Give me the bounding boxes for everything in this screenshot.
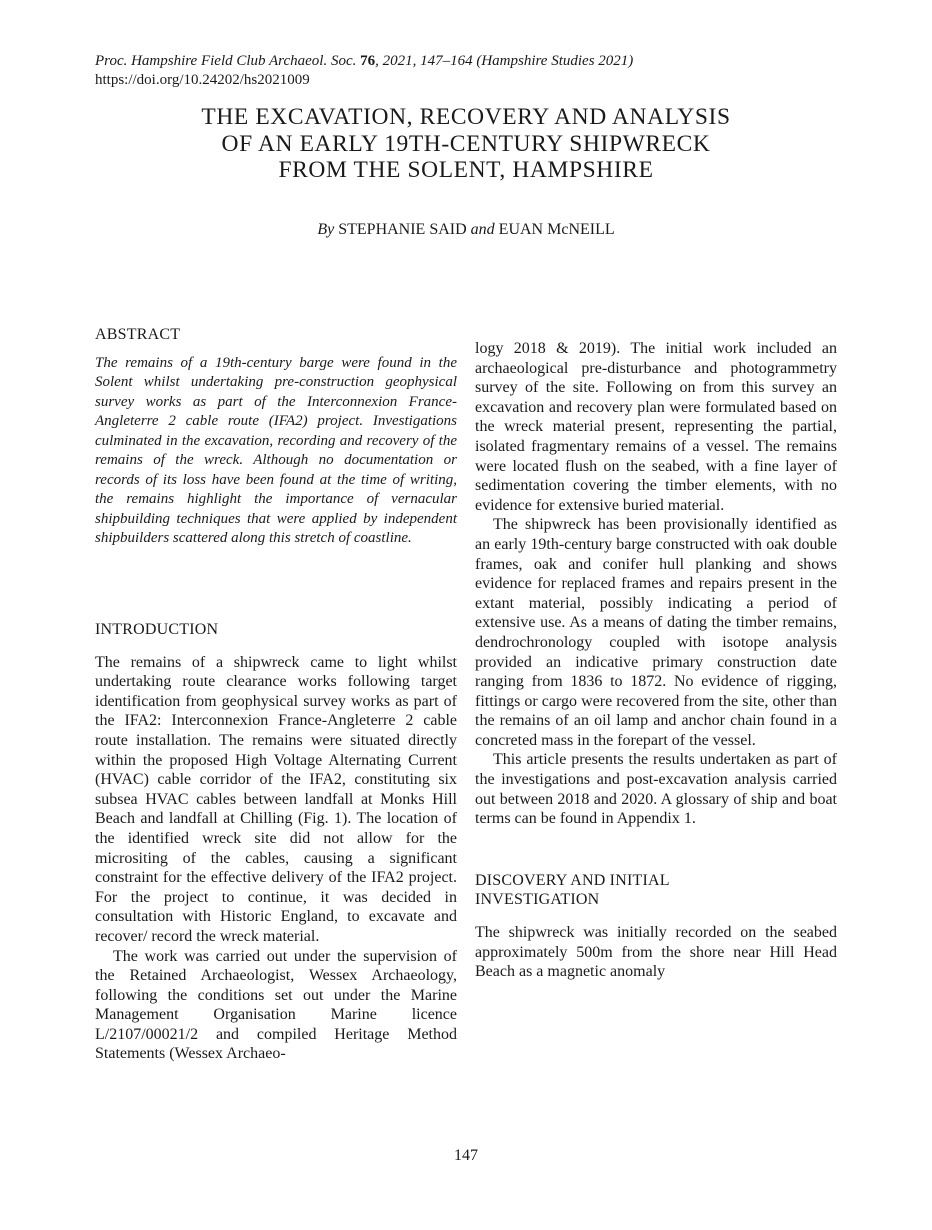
heading-line: DISCOVERY AND INITIAL bbox=[475, 871, 670, 889]
abstract-text: The remains of a 19th-century barge were found in the Solent whilst undertaking pre-construction geophysical survey works as part of the Interconnexion France-Angleterre 2 cable route (IFA2) project. Investigations culminated in the excavation, recording and recovery of the remains of the wreck. Although no documentation or records of its loss have been found at the time of writing, the remains highlight the importance of vernacular shipbuilding techniques that were applied by independent shipbuilders scattered along this stretch of coastline. bbox=[95, 354, 457, 547]
byline-by: By bbox=[317, 221, 335, 238]
author-name: STEPHANIE SAID bbox=[338, 221, 467, 238]
heading-line: INVESTIGATION bbox=[475, 891, 600, 909]
discovery-heading bbox=[475, 871, 837, 910]
page-number: 147 bbox=[454, 1147, 478, 1164]
abstract-heading: ABSTRACT bbox=[95, 326, 181, 343]
author-name: EUAN McNEILL bbox=[498, 221, 615, 238]
doi-link[interactable]: https://doi.org/10.24202/hs2021009 bbox=[95, 72, 310, 88]
title-line: OF AN EARLY 19TH-CENTURY SHIPWRECK bbox=[221, 130, 711, 157]
title-line: THE EXCAVATION, RECOVERY AND ANALYSIS bbox=[201, 104, 731, 130]
body-paragraph: The work was carried out under the supervision of the Retained Archaeologist, Wessex Archaeology, following the conditions set out under the Marine Management Organisation Marine licence L/2107/00021/2 and compiled Heritage Method Statements (Wessex Archaeo- bbox=[95, 947, 457, 1063]
journal-citation bbox=[95, 52, 633, 71]
body-paragraph: The remains of a shipwreck came to light whilst undertaking route clearance works following target identification from geophysical survey works as part of the IFA2: Interconnexion France-Angleterre 2 cable route installation. The remains were situated directly within the proposed High Voltage Alternating Current (HVAC) cable corridor of the IFA2, constituting six subsea HVAC cables between landfall at Monks Hill Beach and landfall at Chilling (Fig. 1). The location of the identified wreck site did not allow for the micrositing of the cables, causing a significant constraint for the effective delivery of the IFA2 project. For the project to continue, it was decided in consultation with Historic England, to excavate and recover/ record the wreck material. bbox=[95, 653, 457, 945]
running-header bbox=[95, 52, 633, 90]
year-pages: , 2021, 147–164 (Hampshire Studies 2021) bbox=[375, 53, 634, 69]
byline-and: and bbox=[470, 221, 495, 238]
body-paragraph: The shipwreck has been provisionally identified as an early 19th-century barge constructed with oak double frames, oak and conifer hull planking and shows evidence for replaced frames and repairs present in the extant material, possibly indicating a period of extensive use. As a means of dating the timber remains, dendrochronology coupled with isotope analysis provided an indicative primary construction date ranging from 1836 to 1872. No evidence of rigging, fittings or cargo were recovered from the site, other than the remains of an oil lamp and anchor chain found in a concreted mass in the forepart of the vessel. bbox=[475, 516, 837, 749]
introduction-heading: INTRODUCTION bbox=[95, 621, 219, 638]
body-paragraph: logy 2018 & 2019). The initial work included an archaeological pre-disturbance and photogrammetry survey of the site. Following on from this survey an excavation and recovery plan were formulated based on the wreck material present, representing the partial, isolated fragmentary remains of a vessel. The remains were located flush on the seabed, with a fine layer of sedimentation covering the timber elements, with no evidence for extensive buried material. bbox=[475, 340, 837, 514]
body-paragraph: This article presents the results undertaken as part of the investigations and post-excavation analysis carried out between 2018 and 2020. A glossary of ship and boat terms can be found in Appendix 1. bbox=[475, 751, 837, 828]
journal-name: Proc. Hampshire Field Club Archaeol. Soc. bbox=[95, 53, 357, 69]
title-line: FROM THE SOLENT, HAMPSHIRE bbox=[278, 157, 654, 183]
abstract-section bbox=[95, 325, 457, 549]
article-title bbox=[95, 104, 837, 184]
volume-number: 76 bbox=[360, 53, 376, 69]
body-paragraph: The shipwreck was initially recorded on the seabed approximately 500m from the shore near Hill Head Beach as a magnetic anomaly bbox=[475, 924, 837, 981]
introduction-section bbox=[95, 620, 457, 1064]
right-column bbox=[475, 339, 837, 982]
byline bbox=[95, 221, 837, 239]
